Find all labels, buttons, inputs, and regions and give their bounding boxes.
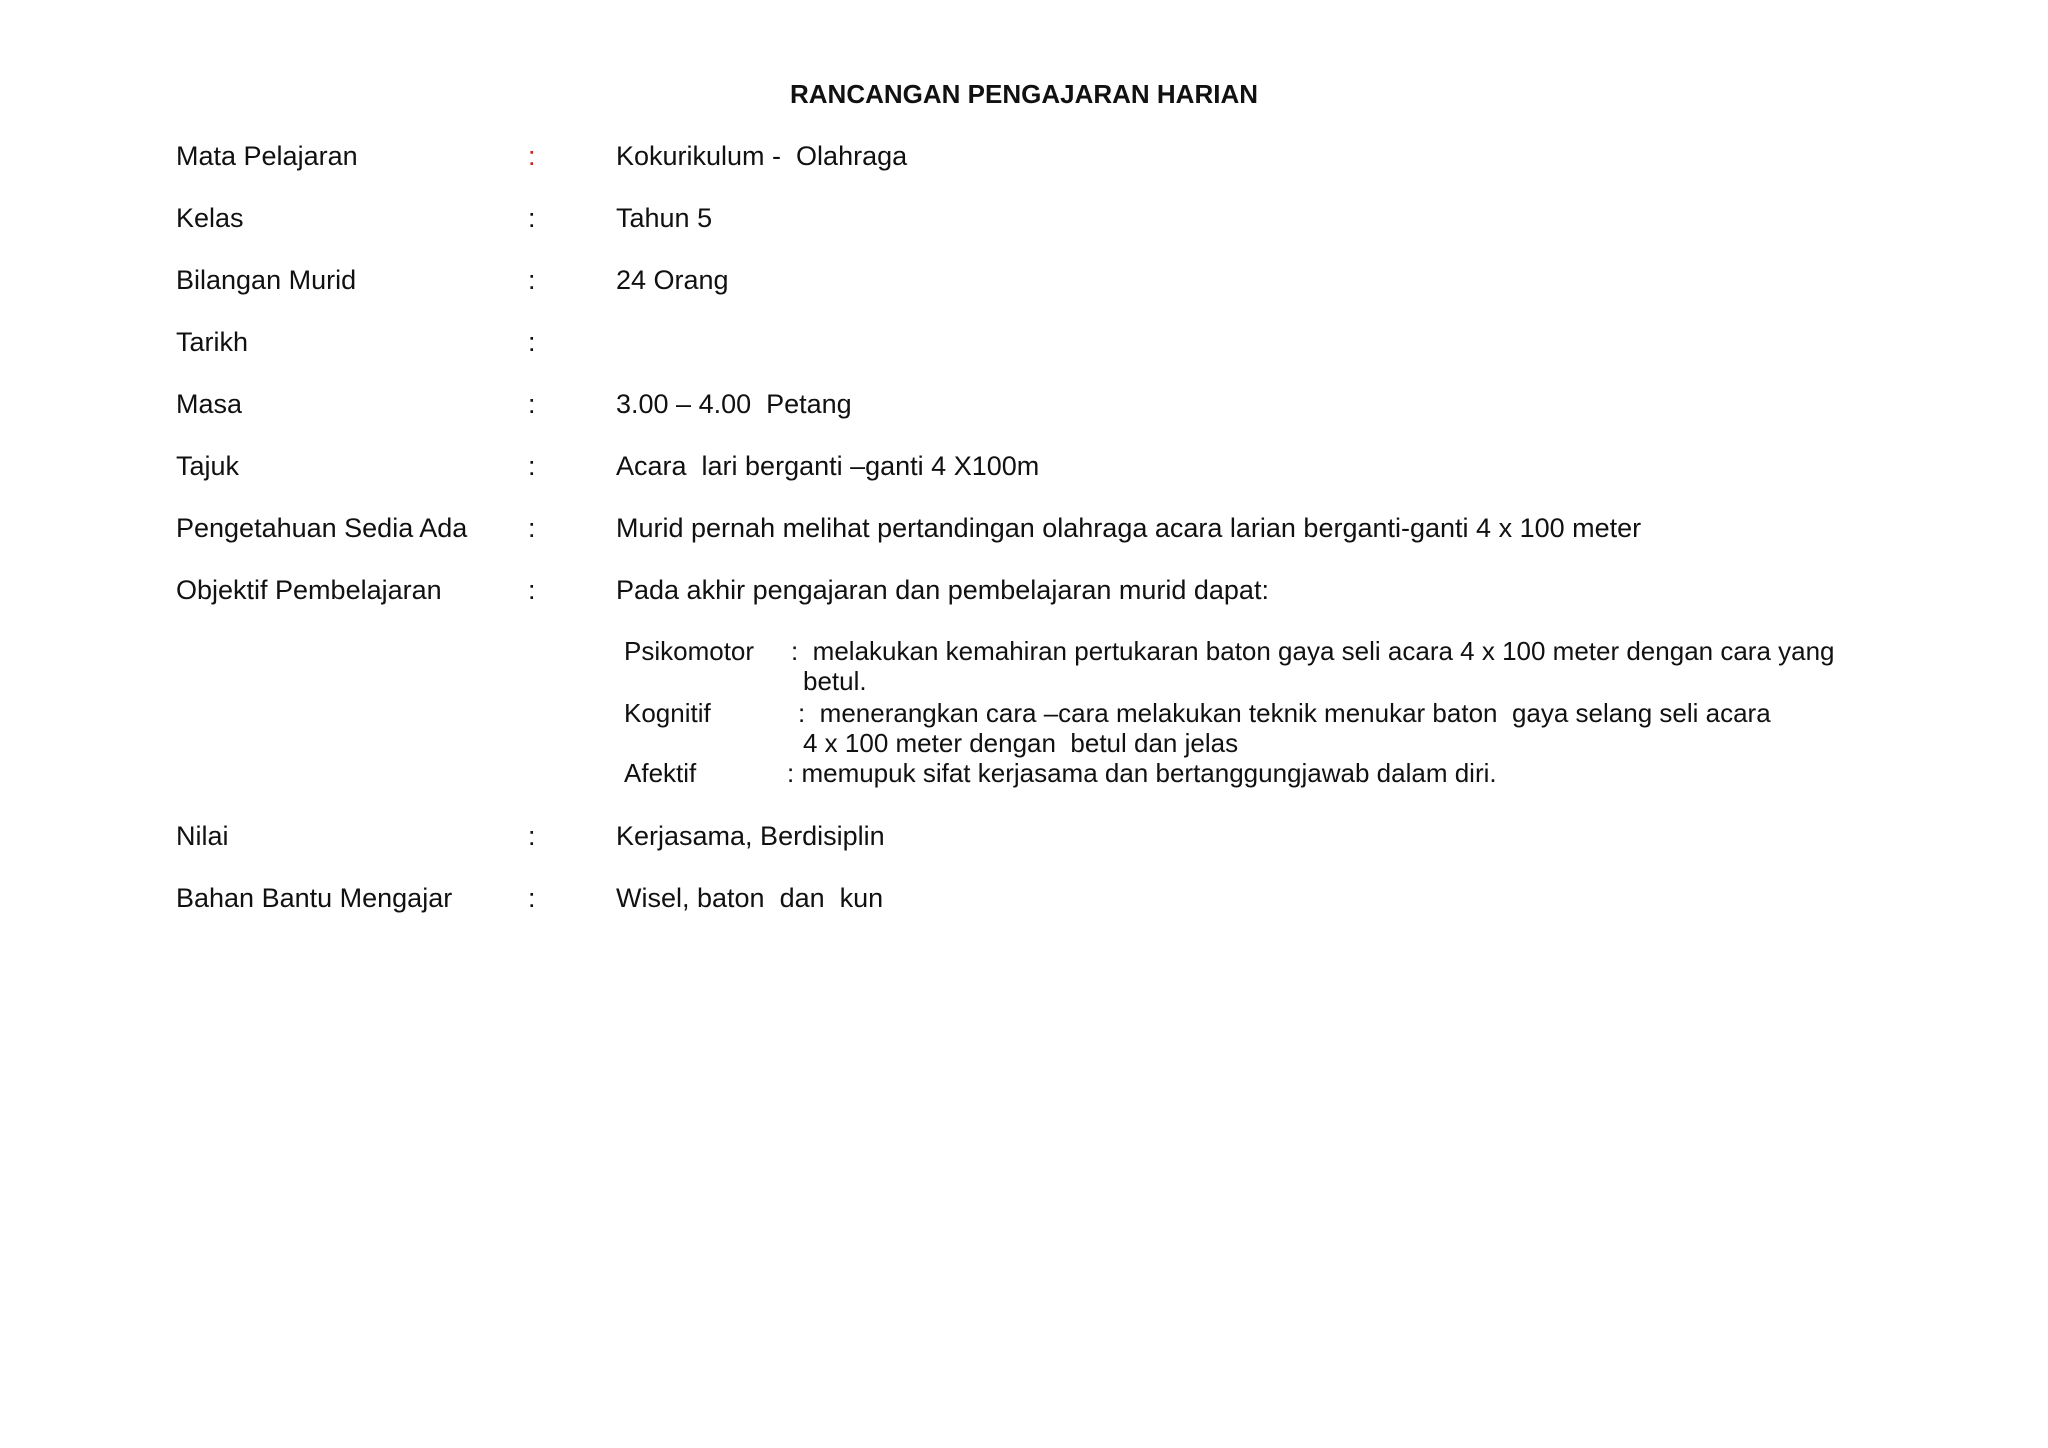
- field-separator: :: [528, 451, 536, 481]
- field-label: Bahan Bantu Mengajar: [176, 883, 453, 913]
- field-label: Objektif Pembelajaran: [176, 575, 442, 605]
- field-value: Acara lari berganti –ganti 4 X100m: [616, 451, 1040, 481]
- field-separator: :: [528, 203, 536, 233]
- objective-text: : memupuk sifat kerjasama dan bertanggungjawab dalam diri.: [787, 758, 1497, 788]
- field-row-nilai: [0, 820, 2048, 852]
- objective-text: : melakukan kemahiran pertukaran baton gaya seli acara 4 x 100 meter dengan cara yang: [791, 636, 1835, 666]
- objective-item-continuation: [0, 666, 2048, 697]
- objective-domain: Kognitif: [624, 698, 711, 728]
- field-separator: :: [528, 389, 536, 419]
- field-separator: :: [528, 141, 536, 171]
- field-label: Kelas: [176, 203, 244, 233]
- objective-item-afektif: [0, 758, 2048, 789]
- field-label: Tajuk: [176, 451, 240, 481]
- objective-item-psikomotor: [0, 636, 2048, 667]
- objective-domain: Psikomotor: [624, 636, 755, 666]
- field-value: Murid pernah melihat pertandingan olahraga acara larian berganti-ganti 4 x 100 meter: [616, 513, 1642, 543]
- field-separator: :: [528, 821, 536, 851]
- field-label: Bilangan Murid: [176, 265, 357, 295]
- field-value: Pada akhir pengajaran dan pembelajaran murid dapat:: [616, 575, 1269, 605]
- field-value: Kerjasama, Berdisiplin: [616, 821, 885, 851]
- document-title: RANCANGAN PENGAJARAN HARIAN: [789, 79, 1258, 109]
- objective-item-continuation: [0, 728, 2048, 759]
- field-separator: :: [528, 575, 536, 605]
- objective-item-kognitif: [0, 698, 2048, 729]
- field-separator: :: [528, 883, 536, 913]
- field-row-objektif-pembelajaran: [0, 574, 2048, 606]
- field-row-bahan-bantu-mengajar: [0, 882, 2048, 914]
- field-value: 3.00 – 4.00 Petang: [616, 389, 852, 419]
- field-row-kelas: [0, 202, 2048, 234]
- field-separator: :: [528, 513, 536, 543]
- field-separator: :: [528, 265, 536, 295]
- field-separator: :: [528, 327, 536, 357]
- objective-text: betul.: [803, 666, 867, 696]
- field-label: Masa: [176, 389, 243, 419]
- field-row-tarikh: [0, 326, 2048, 358]
- field-row-masa: [0, 388, 2048, 420]
- field-value: 24 Orang: [616, 265, 729, 295]
- field-value: Kokurikulum - Olahraga: [616, 141, 908, 171]
- field-label: Nilai: [176, 821, 229, 851]
- field-value: Tahun 5: [616, 203, 713, 233]
- field-label: Tarikh: [176, 327, 249, 357]
- field-row-bilangan-murid: [0, 264, 2048, 296]
- field-label: Pengetahuan Sedia Ada: [176, 513, 468, 543]
- field-row-pengetahuan-sedia-ada: [0, 512, 2048, 544]
- objective-text: 4 x 100 meter dengan betul dan jelas: [803, 728, 1239, 758]
- objective-domain: Afektif: [624, 758, 697, 788]
- field-row-mata-pelajaran: [0, 140, 2048, 172]
- objective-text: : menerangkan cara –cara melakukan teknik menukar baton gaya selang seli acara: [798, 698, 1771, 728]
- field-row-tajuk: [0, 450, 2048, 482]
- field-value: Wisel, baton dan kun: [616, 883, 884, 913]
- field-label: Mata Pelajaran: [176, 141, 358, 171]
